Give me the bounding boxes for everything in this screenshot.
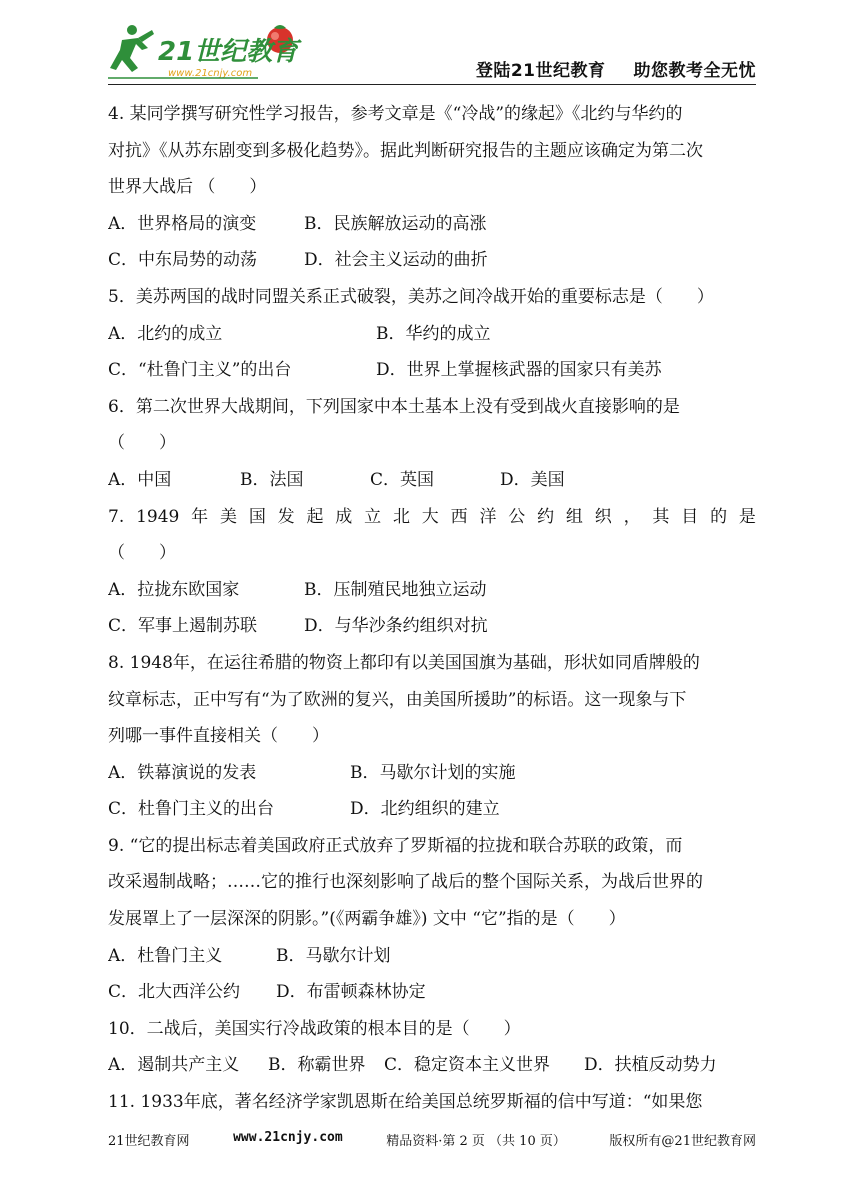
- option-row: [108, 791, 756, 828]
- option-d: D．美国: [500, 469, 565, 490]
- page-footer: [108, 1130, 756, 1149]
- question-8: [108, 645, 756, 828]
- option-row: [108, 352, 756, 389]
- footer-site-link[interactable]: www.21cnjy.com: [233, 1130, 343, 1145]
- question-text: 5．美苏两国的战时同盟关系正式破裂，美苏之间冷战开始的重要标志是（ ）: [108, 286, 714, 307]
- question-text: 10．二战后，美国实行冷战政策的根本目的是（ ）: [108, 1018, 521, 1039]
- option-c: C．杜鲁门主义的出台: [108, 799, 275, 820]
- question-word: 洋: [479, 506, 497, 527]
- option-row: [108, 608, 756, 645]
- question-6: [108, 389, 756, 499]
- question-word: ，: [623, 506, 641, 527]
- question-word: 美: [219, 506, 237, 527]
- option-row: [108, 206, 756, 243]
- runner-icon: [110, 25, 154, 72]
- option-d: D．世界上掌握核武器的国家只有美苏: [376, 360, 662, 381]
- question-word: 起: [306, 506, 324, 527]
- page-header: [108, 18, 756, 84]
- question-word: 年: [191, 506, 209, 527]
- logo-21cnjy: [108, 18, 308, 82]
- question-10: [108, 1011, 756, 1084]
- option-a: A．铁幕演说的发表: [108, 762, 257, 783]
- question-7: [108, 499, 756, 645]
- question-4: [108, 96, 756, 279]
- option-c: C．北大西洋公约: [108, 982, 241, 1003]
- option-d: D．与华沙条约组织对抗: [304, 616, 488, 637]
- question-word: 织: [594, 506, 612, 527]
- slogan-right: 助您教考全无忧: [633, 61, 756, 81]
- question-word: 大: [421, 506, 439, 527]
- option-a: A．拉拢东欧国家: [108, 579, 240, 600]
- option-c: C．中东局势的动荡: [108, 250, 258, 271]
- slogan-left: 登陆21世纪教育: [475, 61, 606, 81]
- header-slogan: [476, 56, 756, 81]
- option-row: [108, 316, 756, 353]
- question-text: 8. 1948年，在运往希腊的物资上都印有以美国国旗为基础，形状如同盾牌般的: [108, 652, 700, 673]
- option-d: D．布雷顿森林协定: [276, 982, 426, 1003]
- question-word: 1949: [136, 506, 180, 527]
- question-word: 7.: [108, 506, 125, 527]
- question-word: 国: [248, 506, 266, 527]
- option-row: [108, 974, 756, 1011]
- logo-text: 21世纪教育: [158, 37, 299, 67]
- option-b: B．马歇尔计划: [276, 945, 391, 966]
- question-word: 组: [565, 506, 583, 527]
- option-b: B．法国: [240, 469, 304, 490]
- question-word: 立: [364, 506, 382, 527]
- question-text: 6．第二次世界大战期间，下列国家中本土基本上没有受到战火直接影响的是: [108, 396, 680, 417]
- option-d: D．社会主义运动的曲折: [304, 250, 488, 271]
- question-word: 北: [392, 506, 410, 527]
- option-c: C．稳定资本主义世界: [384, 1055, 551, 1076]
- footer-org: 21世纪教育网: [108, 1134, 190, 1149]
- question-text: 纹章标志，正中写有“为了欧洲的复兴，由美国所援助”的标语。这一现象与下: [108, 689, 687, 710]
- logo-url-text: www.21cnjy.com: [168, 68, 253, 79]
- question-text: 4. 某同学撰写研究性学习报告，参考文章是《“冷战”的缘起》《北约与华约的: [108, 104, 683, 124]
- question-11: [108, 1084, 756, 1121]
- question-list: [108, 96, 756, 1121]
- question-word: 是: [738, 506, 756, 527]
- question-text: 9. “它的提出标志着美国政府正式放弃了罗斯福的拉拢和联合苏联的政策，而: [108, 835, 683, 856]
- question-text: [108, 499, 756, 536]
- question-word: 发: [277, 506, 295, 527]
- option-a: A．北约的成立: [108, 323, 223, 344]
- option-b: B．称霸世界: [268, 1055, 366, 1076]
- question-word: 目: [681, 506, 699, 527]
- option-c: C．军事上遏制苏联: [108, 616, 258, 637]
- question-text: 11. 1933年底，著名经济学家凯恩斯在给美国总统罗斯福的信中写道：“如果您: [108, 1092, 703, 1113]
- option-b: B．民族解放运动的高涨: [304, 213, 487, 234]
- option-row: [108, 462, 756, 499]
- question-text: 列哪一事件直接相关（ ）: [108, 726, 329, 747]
- footer-page-info: 精品资料·第 2 页 （共 10 页）: [386, 1134, 566, 1149]
- question-9: [108, 828, 756, 1011]
- option-b: B．马歇尔计划的实施: [350, 762, 516, 783]
- question-text: 改采遏制战略；……它的推行也深刻影响了战后的整个国际关系，为战后世界的: [108, 872, 703, 893]
- option-row: [108, 938, 756, 975]
- question-word: 成: [335, 506, 353, 527]
- option-a: A．中国: [108, 469, 172, 490]
- question-text: 世界大战后 （ ）: [108, 177, 267, 198]
- question-text: （ ）: [108, 433, 176, 454]
- option-row: [108, 1047, 756, 1084]
- option-row: [108, 572, 756, 609]
- option-row: [108, 242, 756, 279]
- question-text: 发展罩上了一层深深的阴影。”(《两霸争雄》) 文中 “它”指的是（ ）: [108, 909, 626, 930]
- question-word: 的: [710, 506, 728, 527]
- question-word: 其: [652, 506, 670, 527]
- question-word: 约: [537, 506, 555, 527]
- option-a: A．杜鲁门主义: [108, 945, 223, 966]
- question-word: 公: [508, 506, 526, 527]
- option-c: C．“杜鲁门主义”的出台: [108, 360, 292, 381]
- header-divider: [108, 84, 756, 85]
- question-5: [108, 279, 756, 389]
- option-a: A．遏制共产主义: [108, 1055, 240, 1076]
- option-b: B．压制殖民地独立运动: [304, 579, 487, 600]
- question-text: （ ）: [108, 543, 176, 564]
- option-row: [108, 755, 756, 792]
- option-d: D．北约组织的建立: [350, 799, 500, 820]
- option-b: B．华约的成立: [376, 323, 491, 344]
- option-c: C．英国: [370, 469, 435, 490]
- option-a: A．世界格局的演变: [108, 213, 257, 234]
- option-d: D．扶植反动势力: [584, 1055, 717, 1076]
- question-text: 对抗》《从苏东剧变到多极化趋势》。据此判断研究报告的主题应该确定为第二次: [108, 140, 703, 161]
- footer-copyright: 版权所有@21世纪教育网: [609, 1134, 756, 1149]
- question-word: 西: [450, 506, 468, 527]
